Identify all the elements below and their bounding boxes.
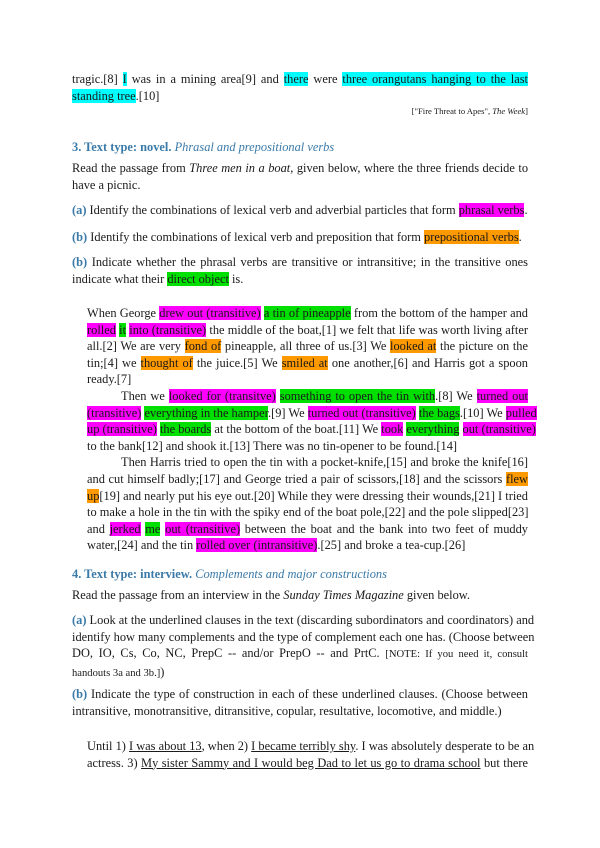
highlight-cyan: three orangutans hanging to the last (342, 72, 528, 86)
passage-line (87, 454, 528, 471)
highlight-orange: flew (505, 471, 528, 486)
text-run: water,[24] and the tin (87, 538, 197, 553)
text-line (72, 686, 528, 703)
text-line (72, 254, 528, 271)
text-run: pineapple, all three of us.[3] We (221, 339, 391, 354)
book-title: Three men in a boat (189, 161, 291, 175)
highlight-magenta: turned out (transitive) (307, 405, 416, 420)
section-subtitle: Phrasal and prepositional verbs (174, 140, 335, 154)
question-3c (72, 254, 528, 287)
question-text: Identify the combinations of lexical verb and preposition that form (87, 230, 425, 244)
question-4a (72, 612, 535, 682)
underlined-clause: My sister Sammy and I would beg Dad to let us go to drama school (141, 755, 481, 770)
text-line (72, 664, 528, 683)
text-line: intransitive, monotransitive, ditransitive, copular, resultative, locomotive, and middle.) (72, 703, 502, 718)
question-4b (72, 686, 528, 719)
citation-end: ] (525, 106, 528, 116)
highlight-green: me (145, 521, 161, 536)
question-label: (b) (72, 687, 88, 701)
text-run: was in a mining area[9] and (126, 72, 284, 86)
highlight-magenta: out (transitive) (165, 521, 241, 536)
passage-line (87, 322, 528, 339)
text-run: tragic.[8] (72, 72, 123, 86)
highlight-cyan: standing tree (72, 88, 136, 103)
text-run: .[9] We (268, 405, 308, 420)
text-run: at the bottom of the boat.[11] We (211, 422, 382, 437)
intro-line (72, 160, 528, 177)
note-text: handouts 3a and 3b.] (72, 667, 161, 679)
text-line (72, 612, 535, 629)
question-text: Indicate whether the phrasal verbs are transitive or intransitive; in the transitive ones (87, 255, 528, 269)
top-passage-line (72, 88, 528, 105)
passage-line (87, 405, 537, 422)
passage-line (87, 305, 528, 322)
text-run: .[8] We (435, 388, 477, 403)
question-label: (a) (72, 203, 87, 217)
highlight-green: everything in the hamper (144, 405, 269, 420)
text-run: is. (228, 271, 244, 286)
text-run: . (524, 203, 528, 217)
question-3b (72, 229, 528, 246)
intro-line: have a picnic. (72, 177, 141, 192)
text-run: . I was absolutely desperate to be an (355, 739, 535, 753)
top-passage-line (72, 71, 528, 88)
text-run: given below. (403, 588, 471, 602)
section-title: 4. Text type: interview. (72, 567, 193, 581)
text-run: ready.[7] (87, 372, 132, 387)
question-text: indicate what their (72, 271, 168, 286)
text-line: identify how many complements and the type of complement each one has. (Choose between (72, 629, 535, 644)
passage-line (87, 738, 535, 755)
citation-title: ["Fire Threat to Apes", (411, 106, 493, 116)
highlight-magenta: phrasal verbs (458, 203, 525, 217)
passage-line (87, 488, 528, 505)
text-run: the middle of the boat,[1] we felt that life was worth living after (206, 322, 528, 337)
highlight-orange: thought of (140, 355, 193, 370)
highlight-green: something to open the tin with (279, 388, 436, 403)
section-4-intro (72, 587, 528, 604)
highlight-magenta: took (381, 422, 404, 437)
text-line (72, 271, 528, 288)
highlight-orange: smiled at (281, 355, 328, 370)
text-run: .[25] and broke a tea-cup.[26] (317, 538, 466, 553)
text-run: one another,[6] and Harris got a spoon (327, 355, 528, 370)
highlight-magenta: (transitive) (87, 405, 142, 420)
highlight-magenta: pulled (505, 405, 537, 420)
underlined-clause: I was about 13 (129, 739, 202, 753)
highlight-magenta: up (transitive) (87, 422, 157, 437)
text-run: actress. 3) (87, 755, 142, 770)
text-run: were (308, 72, 343, 86)
novel-passage (87, 305, 537, 554)
text-run: . (518, 230, 522, 244)
question-label: (a) (72, 613, 87, 627)
text-run: the juice.[5] We (192, 355, 282, 370)
text-run: Indicate the type of construction in each of these underlined clauses. (Choose between (87, 687, 528, 701)
highlight-magenta: rolled (87, 322, 116, 337)
magazine-title: Sunday Times Magazine (283, 588, 404, 602)
highlight-magenta: looked for (transitve) (168, 388, 276, 403)
passage-line (87, 438, 528, 455)
text-run: .[10] (135, 88, 160, 103)
highlight-orange: looked at (390, 339, 437, 354)
passage-line (87, 504, 528, 521)
highlight-magenta: jerked (109, 521, 141, 536)
highlight-green: a tin of pineapple (263, 306, 351, 320)
text-run: and (87, 521, 110, 536)
passage-line (87, 537, 528, 554)
text-run: but there (480, 755, 529, 770)
text-run: Until 1) (87, 739, 129, 753)
highlight-cyan: there (283, 72, 309, 86)
text-line (72, 587, 528, 604)
citation-publication: The Week (492, 106, 526, 116)
text-run: .[10] We (459, 405, 506, 420)
interview-passage (87, 738, 535, 771)
passage-line (87, 371, 528, 388)
text-run: to make a hole in the tin with the spiky end of the boat pole,[22] and the pole slipped[23] (87, 505, 529, 520)
text-run: Read the passage from an interview in the (72, 588, 284, 602)
highlight-orange: up (87, 488, 100, 503)
text-run: Read the passage from (72, 161, 190, 175)
text-run: When George (87, 306, 160, 320)
text-line (72, 229, 528, 246)
highlight-magenta: into (transitive) (129, 322, 207, 337)
text-run: to the bank[12] and shook it.[13] There was no tin-opener to be found.[14] (87, 438, 458, 453)
text-run: the picture on the (436, 339, 528, 354)
source-citation (412, 106, 528, 116)
text-run: and cut himself badly;[17] and George tried a pair of scissors,[18] and the scissors (87, 471, 506, 486)
text-run: Then Harris tried to open the tin with a pocket-knife,[15] and broke the knife[16] (121, 455, 528, 470)
passage-line (87, 521, 528, 538)
text-run: DO, IO, Cs, Co, NC, PrepC -- and/or PrepO -- and PrtC. (72, 646, 386, 661)
section-3-intro (72, 160, 528, 193)
text-run: all.[2] We are very (87, 339, 185, 354)
section-4-heading (72, 567, 528, 582)
passage-line (87, 388, 528, 405)
question-label: (b) (72, 230, 88, 244)
passage-line (87, 755, 528, 772)
section-title: 3. Text type: novel. (72, 140, 172, 154)
text-run: tin;[4] we (87, 355, 141, 370)
highlight-magenta: rolled over (intransitive) (196, 538, 318, 553)
note-text: [NOTE: If you need it, consult (385, 649, 528, 661)
section-3-heading (72, 140, 528, 155)
section-subtitle: Complements and major constructions (195, 567, 387, 581)
highlight-orange: fond of (184, 339, 222, 354)
highlight-green: it (119, 322, 127, 337)
text-line (72, 645, 528, 664)
passage-line (87, 338, 528, 355)
highlight-green: direct object (167, 271, 229, 286)
text-run: Then we (121, 388, 169, 403)
text-run: , when 2) (201, 739, 252, 753)
highlight-green: everything (406, 422, 460, 437)
text-line (72, 202, 528, 219)
text-run: from the bottom of the hamper and (350, 306, 528, 320)
question-label: (b) (72, 255, 88, 269)
highlight-orange: prepositional verbs (424, 230, 519, 244)
text-run: [19] and nearly put his eye out.[20] While they were dressing their wounds,[21] I tried (99, 488, 528, 503)
highlight-green: the boards (159, 422, 212, 437)
highlight-green: the bags (418, 405, 460, 420)
text-run: , given below, where the three friends decide to (290, 161, 529, 175)
text-run: Look at the underlined clauses in the text (discarding subordinators and coordinators) and (86, 613, 535, 627)
highlight-magenta: turned out (476, 388, 528, 403)
passage-line (87, 471, 528, 488)
underlined-clause: I became terribly shy (251, 739, 356, 753)
question-text: Identify the combinations of lexical verb and adverbial particles that form (86, 203, 459, 217)
question-3a (72, 202, 528, 219)
highlight-magenta: drew out (transitive) (159, 306, 261, 320)
text-run: ) (160, 664, 165, 679)
highlight-magenta: out (transitive) (462, 422, 536, 437)
passage-line (87, 421, 536, 438)
passage-line (87, 355, 528, 372)
highlight-cyan: I (122, 72, 127, 86)
top-passage (72, 71, 528, 104)
text-run: between the boat and the bank into two feet of muddy (240, 521, 528, 536)
